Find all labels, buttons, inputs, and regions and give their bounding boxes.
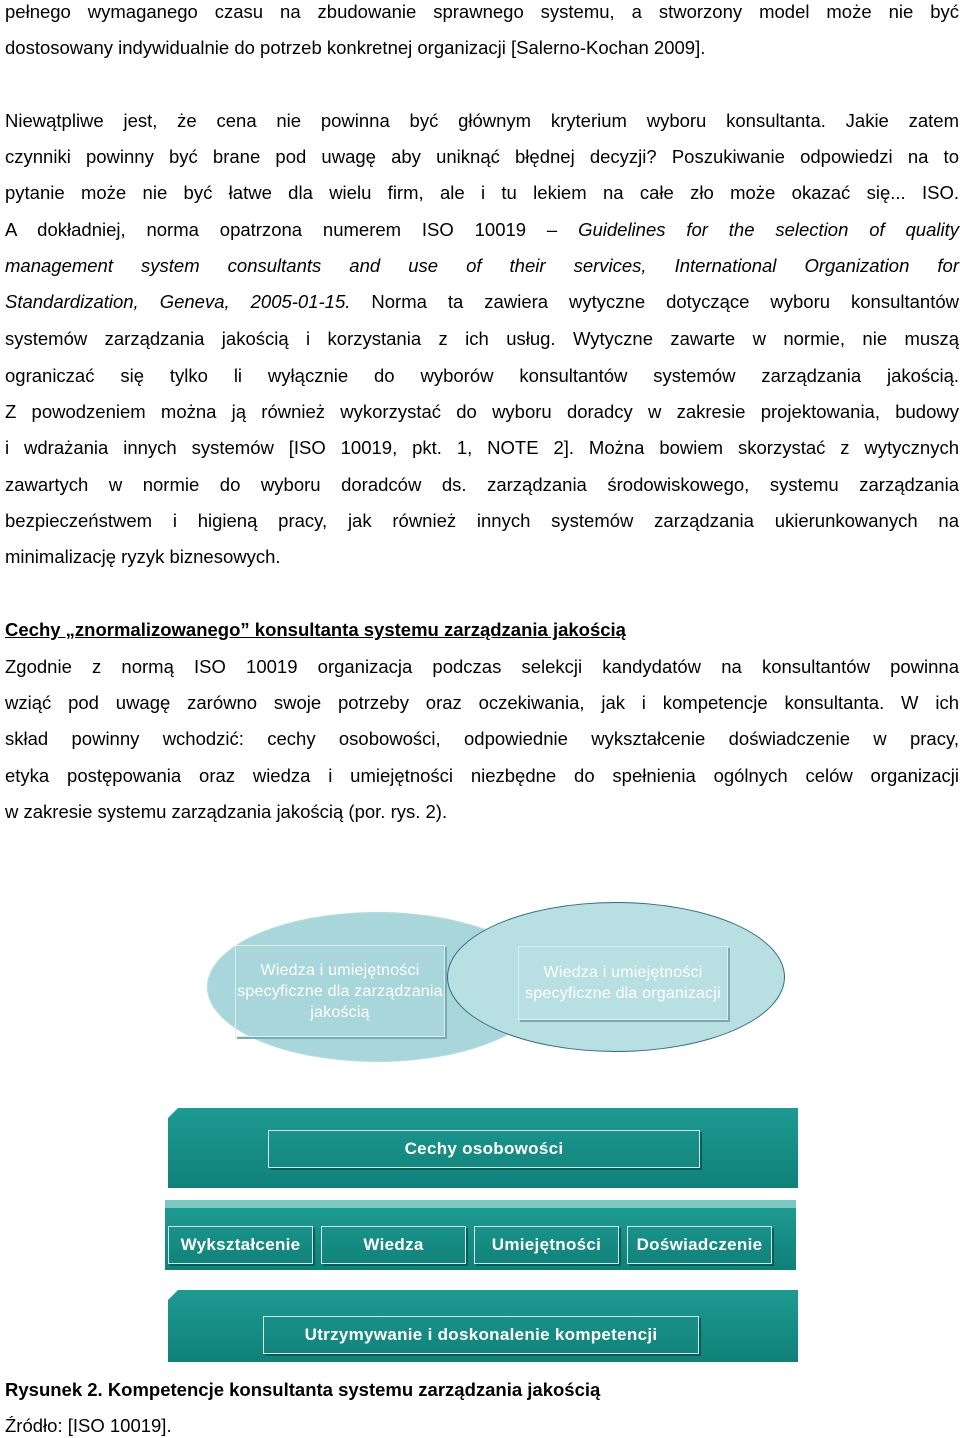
section-heading: Cechy „znormalizowanego” konsultanta systemu zarządzania jakością (5, 619, 626, 640)
text-line: minimalizację ryzyk biznesowych. (5, 546, 281, 567)
cell-skills: Umiejętności (474, 1226, 619, 1264)
text-line (5, 290, 959, 314)
text-line: i wdrażania innych systemów [ISO 10019, pkt. 1, NOTE 2]. Można bowiem skorzystać z wytycznych (5, 437, 959, 458)
text-line: management system consultants and use of their services, International Organization for (5, 255, 959, 276)
ellipse-right-label: Wiedza i umiejętności specyficzne dla organizacji (518, 946, 728, 1020)
text-line: pytanie może nie być łatwe dla wielu firm, ale i tu lekiem na całe zło może okazać się... ISO. (5, 182, 959, 203)
bar-maintenance-label: Utrzymywanie i doskonalenie kompetencji (263, 1316, 699, 1354)
text-line: systemów zarządzania jakością i korzystania z ich usług. Wytyczne zawarte w normie, nie muszą (5, 328, 959, 349)
italic-title: Guidelines for the selection of quality (578, 219, 959, 240)
text-line: wziąć pod uwagę zarówno swoje potrzeby oraz oczekiwania, jak i kompetencje konsultanta. W ich (5, 692, 959, 713)
figure-source: Źródło: [ISO 10019]. (5, 1415, 172, 1436)
cell-experience: Doświadczenie (627, 1226, 772, 1264)
text-line: Z powodzeniem można ją również wykorzystać do wyboru doradcy w zakresie projektowania, budowy (5, 401, 959, 422)
text-line: zawartych w normie do wyboru doradców ds. zarządzania środowiskowego, systemu zarządzania (5, 474, 959, 495)
cell-education: Wykształcenie (168, 1226, 313, 1264)
text-line: skład powinny wchodzić: cechy osobowości, odpowiednie wykształcenie doświadczenie w pracy, (5, 728, 959, 749)
text-line: etyka postępowania oraz wiedza i umiejętności niezbędne do spełnienia ogólnych celów organizacji (5, 765, 959, 786)
text-line (5, 218, 959, 242)
text-line: ograniczać się tylko li wyłącznie do wyborów konsultantów systemów zarządzania jakością. (5, 365, 959, 386)
bar-personality-label: Cechy osobowości (268, 1130, 700, 1168)
text-line: Niewątpliwe jest, że cena nie powinna być głównym kryterium wyboru konsultanta. Jakie zatem (5, 110, 959, 131)
text-line: czynniki powinny być brane pod uwagę aby uniknąć błędnej decyzji? Poszukiwanie odpowiedzi na to (5, 146, 959, 167)
text-line: bezpieczeństwem i higieną pracy, jak również innych systemów zarządzania ukierunkowanych na (5, 510, 959, 531)
text-line: dostosowany indywidualnie do potrzeb konkretnej organizacji [Salerno-Kochan 2009]. (5, 37, 706, 58)
text-line: Zgodnie z normą ISO 10019 organizacja podczas selekcji kandydatów na konsultantów powinna (5, 656, 959, 677)
text-segment: A dokładniej, norma opatrzona numerem ISO 10019 – (5, 219, 558, 240)
cell-knowledge: Wiedza (321, 1226, 466, 1264)
text-line: w zakresie systemu zarządzania jakością (por. rys. 2). (5, 801, 448, 822)
italic-title: Standardization, Geneva, 2005-01-15. (5, 291, 351, 312)
figure-caption: Rysunek 2. Kompetencje konsultanta systemu zarządzania jakością (5, 1379, 601, 1400)
text-line: pełnego wymaganego czasu na zbudowanie sprawnego systemu, a stworzony model może nie być (5, 1, 959, 22)
text-segment: Norma ta zawiera wytyczne dotyczące wyboru konsultantów (371, 291, 960, 312)
ellipse-left-label: Wiedza i umiejętności specyficzne dla zarządzania jakością (235, 945, 445, 1037)
